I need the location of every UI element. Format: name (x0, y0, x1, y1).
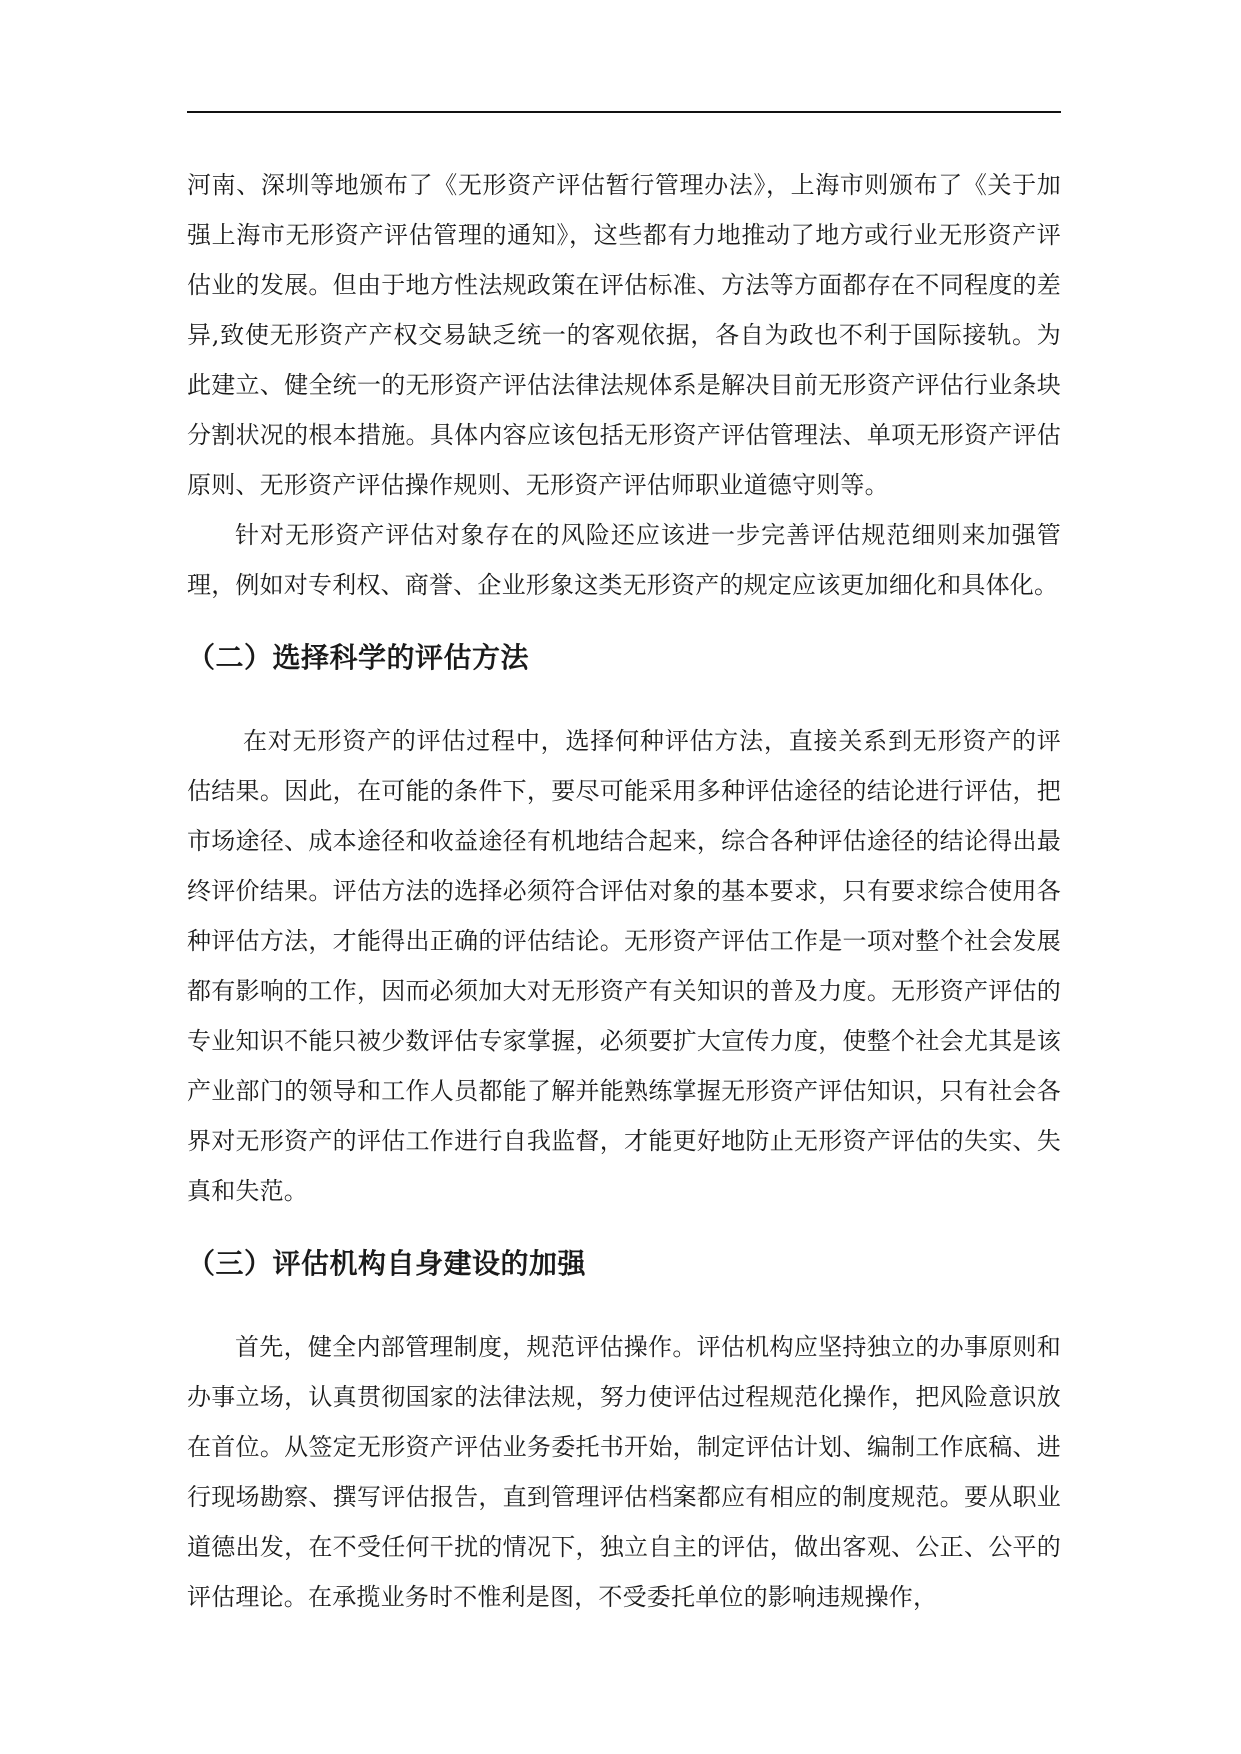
paragraph-risk-rules: 针对无形资产评估对象存在的风险还应该进一步完善评估规范细则来加强管理，例如对专利权、商誉、企业形象这类无形资产的规定应该更加细化和具体化。 (187, 521, 1061, 599)
header-rule (187, 111, 1061, 113)
paragraph-evaluation-methods: 在对无形资产的评估过程中，选择何种评估方法，直接关系到无形资产的评估结果。因此，在可能的条件下，要尽可能采用多种评估途径的结论进行评估，把市场途径、成本途径和收益途径有机地结合起来，综合各种评估途径的结论得出最终评价结果。评估方法的选择必须符合评估对象的基本要求，只有要求综合使用各种评估方法，才能得出正确的评估结论。无形资产评估工作是一项对整个社会发展都有影响的工作，因而必须加大对无形资产有关知识的普及力度。无形资产评估的专业知识不能只被少数评估专家掌握，必须要扩大宣传力度，使整个社会尤其是该产业部门的领导和工作人员都能了解并能熟练掌握无形资产评估知识，只有社会各界对无形资产的评估工作进行自我监督，才能更好地防止无形资产评估的失实、失真和失范。 (187, 727, 1061, 1205)
paragraph-local-regulations: 河南、深圳等地颁布了《无形资产评估暂行管理办法》，上海市则颁布了《关于加强上海市无形资产评估管理的通知》，这些都有力地推动了地方或行业无形资产评估业的发展。但由于地方性法规政策在评估标准、方法等方面都存在不同程度的差异,致使无形资产产权交易缺乏统一的客观依据，各自为政也不利于国际接轨。为此建立、健全统一的无形资产评估法律法规体系是解决目前无形资产评估行业条块分割状况的根本措施。具体内容应该包括无形资产评估管理法、单项无形资产评估原则、无形资产评估操作规则、无形资产评估师职业道德守则等。 (187, 171, 1061, 499)
section-heading-methods: （二）选择科学的评估方法 (187, 641, 530, 674)
document-body (187, 160, 1061, 1622)
paragraph-internal-management: 首先，健全内部管理制度，规范评估操作。评估机构应坚持独立的办事原则和办事立场，认真贯彻国家的法律法规，努力使评估过程规范化操作，把风险意识放在首位。从签定无形资产评估业务委托书开始，制定评估计划、编制工作底稿、进行现场勘察、撰写评估报告，直到管理评估档案都应有相应的制度规范。要从职业道德出发，在不受任何干扰的情况下，独立自主的评估，做出客观、公正、公平的评估理论。在承揽业务时不惟利是图，不受委托单位的影响违规操作， (187, 1333, 1061, 1611)
section-heading-institution: （三）评估机构自身建设的加强 (187, 1247, 587, 1280)
